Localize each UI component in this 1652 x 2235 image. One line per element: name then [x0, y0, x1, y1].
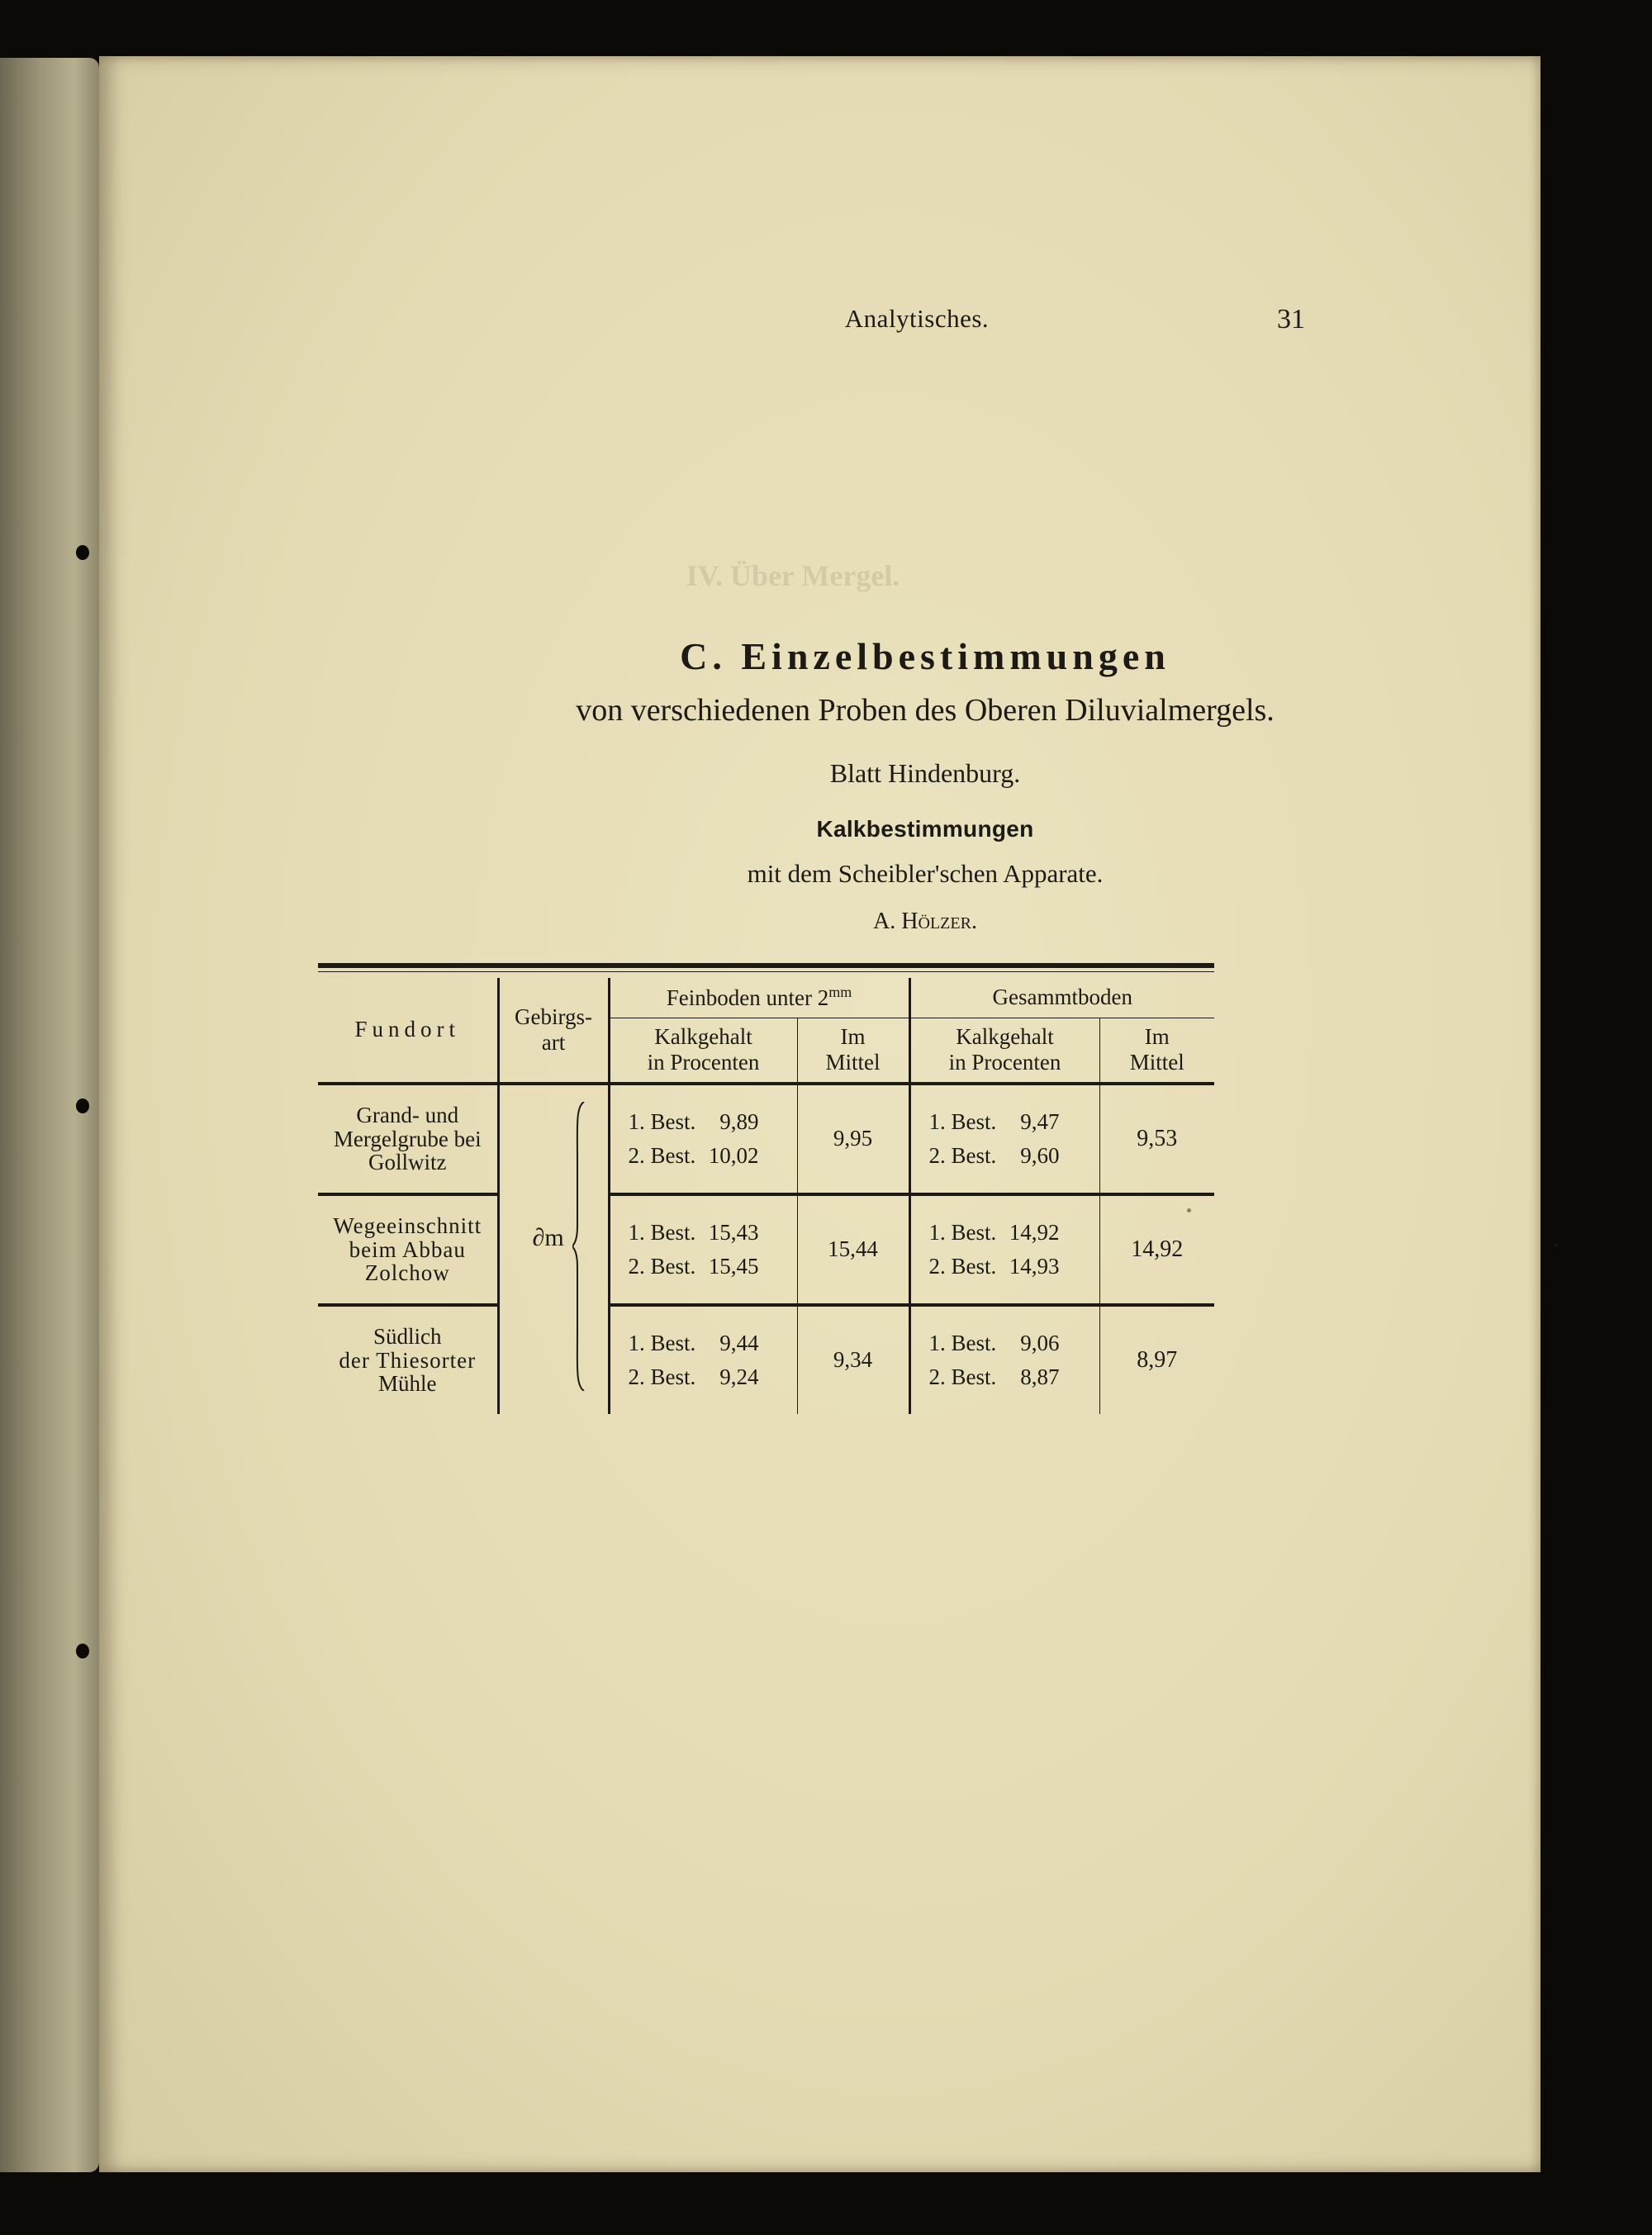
ges-best-cell [909, 1084, 1099, 1194]
gebirgsart-cell [498, 1084, 609, 1414]
best-label: 2. Best. [928, 1143, 997, 1168]
best-line [610, 1220, 797, 1246]
location-line: Südlich [373, 1324, 442, 1350]
binding-hole [76, 545, 89, 560]
header-feinboden-unit: mm [828, 984, 852, 1001]
best-line [610, 1109, 797, 1135]
ges-best-cell [909, 1194, 1099, 1305]
best-value: 14,93 [1009, 1254, 1060, 1279]
best-label: 1. Best. [628, 1330, 696, 1355]
best-value: 15,43 [708, 1219, 759, 1245]
table-top-rule [318, 963, 1214, 968]
table-top-rule-thin [318, 971, 1214, 972]
best-value: 8,87 [1020, 1364, 1060, 1389]
header-fein-kalkgehalt [609, 1018, 797, 1084]
page-number: 31 [1277, 304, 1305, 335]
location-line: Mühle [378, 1371, 437, 1397]
mittel-line2: Mittel [825, 1050, 881, 1075]
header-gebirgsart-line2: art [541, 1030, 566, 1055]
table-header-row [318, 978, 1214, 1018]
best-value: 9,89 [719, 1108, 759, 1134]
header-feinboden-label: Feinboden unter 2 [666, 985, 829, 1011]
page-header [99, 304, 1540, 345]
location-cell [318, 1305, 498, 1414]
mittel-line1: Im [1144, 1024, 1170, 1050]
analysis-title: Kalkbestimmungen [816, 816, 1034, 842]
best-value: 9,24 [719, 1364, 759, 1389]
header-gebirgsart-line1: Gebirgs- [515, 1004, 592, 1029]
table-row [318, 1194, 1214, 1305]
header-fein-mittel [797, 1018, 909, 1084]
best-label: 2. Best. [928, 1254, 997, 1279]
header-fundort: Fundort [318, 978, 498, 1084]
location-line: Gollwitz [368, 1150, 447, 1175]
best-value: 9,60 [1020, 1143, 1060, 1168]
kalkgehalt-line1: Kalkgehalt [654, 1024, 752, 1050]
method-line: mit dem Scheibler'schen Apparate. [747, 859, 1104, 888]
curly-brace-icon [572, 1102, 587, 1391]
location-line: Wegeeinschnitt [333, 1213, 482, 1239]
location-line: beim Abbau [349, 1236, 466, 1262]
location-line: der Thiesorter [339, 1347, 477, 1373]
best-label: 1. Best. [628, 1108, 696, 1134]
best-value: 9,06 [1020, 1330, 1060, 1355]
author-name: A. Hölzer. [873, 909, 977, 934]
location-cell [318, 1084, 498, 1194]
best-line [911, 1364, 1099, 1390]
best-label: 1. Best. [928, 1219, 997, 1245]
fein-mittel-cell: 9,95 [797, 1084, 909, 1194]
ges-best-cell [909, 1305, 1099, 1414]
location-line: Mergelgrube bei [333, 1126, 482, 1151]
header-ges-mittel [1099, 1018, 1214, 1084]
best-value: 9,47 [1020, 1108, 1060, 1134]
kalkgehalt-line2: in Procenten [948, 1050, 1061, 1075]
best-line [911, 1254, 1099, 1279]
fein-best-cell [609, 1305, 797, 1414]
bleed-through-heading: IV. Über Mergel. [686, 559, 900, 592]
table-row [318, 1084, 1214, 1194]
best-line [610, 1364, 797, 1390]
best-label: 1. Best. [928, 1108, 997, 1134]
best-value: 14,92 [1009, 1219, 1060, 1245]
best-label: 2. Best. [628, 1254, 696, 1279]
gebirgsart-symbol: ∂m [532, 1224, 564, 1251]
best-label: 1. Best. [628, 1219, 696, 1245]
mittel-line2: Mittel [1129, 1050, 1184, 1075]
binding-hole [76, 1644, 89, 1658]
ges-mittel-cell: 8,97 [1137, 1346, 1178, 1373]
best-line [610, 1254, 797, 1279]
best-label: 2. Best. [628, 1143, 696, 1168]
best-value: 9,44 [719, 1330, 759, 1355]
facing-page-edge [0, 58, 99, 2172]
best-line [911, 1109, 1099, 1135]
best-line [911, 1331, 1099, 1356]
section-title: C. Einzelbestimmungen [680, 635, 1170, 677]
best-label: 2. Best. [928, 1364, 997, 1389]
fein-best-cell [609, 1084, 797, 1194]
kalkgehalt-line1: Kalkgehalt [956, 1024, 1054, 1050]
ges-mittel-cell: 9,53 [1099, 1084, 1214, 1194]
section-subtitle: von verschiedenen Proben des Oberen Diluvialmergels. [576, 693, 1275, 728]
location-cell [318, 1194, 498, 1305]
fein-mittel-cell: 9,34 [797, 1305, 909, 1414]
best-line [610, 1143, 797, 1169]
kalkgehalt-line2: in Procenten [647, 1050, 760, 1075]
header-ges-kalkgehalt [909, 1018, 1099, 1084]
best-label: 2. Best. [628, 1364, 696, 1389]
fein-mittel-cell: 15,44 [797, 1194, 909, 1305]
mittel-line1: Im [840, 1024, 866, 1050]
best-line [911, 1220, 1099, 1246]
best-value: 15,45 [708, 1254, 759, 1279]
header-feinboden [609, 978, 909, 1018]
location-line: Zolchow [364, 1260, 450, 1286]
data-table [318, 978, 1214, 1414]
best-line [911, 1143, 1099, 1169]
running-title: Analytisches. [844, 304, 990, 333]
location-line: Grand- und [356, 1103, 459, 1128]
table-row [318, 1305, 1214, 1414]
header-gesammtboden: Gesammtboden [992, 985, 1132, 1010]
ges-mittel-cell: 14,92 [1099, 1194, 1214, 1305]
best-value: 10,02 [708, 1143, 759, 1168]
best-label: 1. Best. [928, 1330, 997, 1355]
paper-speck [1555, 1243, 1558, 1246]
fein-best-cell [609, 1194, 797, 1305]
best-line [610, 1331, 797, 1356]
header-gebirgsart [498, 978, 609, 1084]
binding-hole [76, 1099, 89, 1113]
sheet-name: Blatt Hindenburg. [829, 758, 1021, 788]
